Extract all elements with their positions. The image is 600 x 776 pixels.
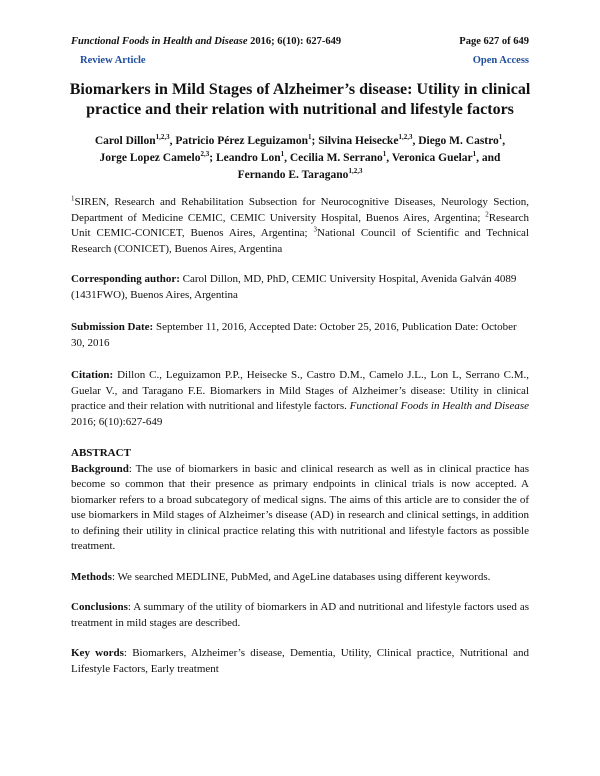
author-name: Patricio Pérez Leguizamon (175, 135, 309, 147)
conclusions-label: Conclusions (71, 601, 128, 613)
conclusions-text: : A summary of the utility of biomarkers in AD and nutritional and lifestyle factors used as treatment in mild stages are described. (71, 601, 529, 629)
author-separator: , (502, 135, 506, 147)
author-separator: , (169, 135, 176, 147)
author-name: Jorge Lopez Camelo (99, 152, 201, 164)
citation-label: Citation: (71, 369, 114, 381)
author-separator: , and (476, 152, 501, 164)
corresponding-author (71, 272, 529, 303)
author-separator: , (412, 135, 419, 147)
author-name: Leandro Lon (215, 152, 281, 164)
author-separator: , (284, 152, 290, 164)
author-affiliation: 1 (472, 150, 477, 159)
background-text: : The use of biomarkers in basic and clinical research as well as in clinical practice has become so common that their presence as primary endpoints in clinical trials is now accepted. A biomarker refers to a broad subcategory of medical signs. The aims of this article are to consider the of use biomarkers in Mild stages of Alzheimer’s disease (AD) in research and clinical settings, in addition to defining their utility in clinical practice relating this with nutritional and lifestyle factors as possible treatment. (71, 462, 529, 552)
abstract (71, 446, 529, 677)
author-name: Silvina Heisecke (318, 135, 399, 147)
article-title (60, 80, 540, 120)
affiliation-text: National Council of Scientific and Technical Research (CONICET), Buenos Aires, Argentina (71, 227, 529, 255)
affiliations (71, 195, 529, 257)
open-access-label: Open Access (472, 55, 529, 66)
abstract-conclusions (71, 600, 529, 631)
corresponding-label: Corresponding author: (71, 273, 180, 285)
author-name: Fernando E. Taragano (237, 169, 349, 181)
affiliation-text: Research Unit CEMIC-CONICET, Buenos Aires, Argentina; (71, 211, 529, 239)
author-affiliation: 1 (382, 150, 387, 159)
methods-text: : We searched MEDLINE, PubMed, and AgeLine databases using different keywords. (111, 570, 491, 583)
abstract-methods (71, 570, 529, 586)
author-list (60, 133, 540, 184)
author-affiliation: 1 (498, 133, 503, 142)
citation-journal: Functional Foods in Health and Disease (349, 400, 529, 412)
affiliation-text: SIREN, Research and Rehabilitation Subsection for Neurocognitive Diseases, Neurology Section, Department of Medicine CEMIC, CEMIC University Hospital, Buenos Aires, Argentina; (71, 196, 529, 224)
author-affiliation: 1,2,3 (155, 133, 170, 142)
author-separator: ; (311, 135, 319, 147)
author-name: Diego M. Castro (418, 135, 499, 147)
abstract-background (71, 462, 529, 555)
author-affiliation: 1 (280, 150, 285, 159)
title-line-1: Biomarkers in Mild Stages of Alzheimer’s disease: Utility in clinical (69, 81, 531, 98)
submission-dates (71, 320, 529, 351)
page-number: Page 627 of 649 (459, 36, 529, 47)
dates-label: Submission Date: (71, 321, 154, 333)
corresponding-text: Carol Dillon, MD, PhD, CEMIC University Hospital, Avenida Galván 4089 (1431FWO), Buenos Aires, Argentina (71, 273, 517, 301)
background-label: Background (71, 462, 129, 475)
author-affiliation: 1,2,3 (398, 133, 413, 142)
author-affiliation: 1,2,3 (348, 167, 363, 176)
journal-name: Functional Foods in Health and Disease (71, 36, 248, 47)
keywords-label: Key words (71, 647, 124, 659)
running-header (71, 36, 341, 47)
methods-label: Methods (71, 570, 112, 583)
affiliation-marker: 3 (313, 225, 318, 234)
journal-volume: 2016; 6(10): 627-649 (250, 36, 342, 47)
author-affiliation: 2,3 (200, 150, 210, 159)
author-name: Carol Dillon (94, 135, 156, 147)
abstract-keywords (71, 646, 529, 677)
article-type-label: Review Article (80, 55, 146, 66)
citation-text: Dillon C., Leguizamon P.P., Heisecke S., Castro D.M., Camelo J.L., Lon L, Serrano C.M., Guelar V., and Taragano F.E. Biomarkers in Mild Stages of Alzheimer’s disease: Utility in clinical practice and their relation with nutritional and lifestyle factors. (71, 369, 529, 412)
keywords-text: : Biomarkers, Alzheimer’s disease, Dementia, Utility, Clinical practice, Nutritional and Lifestyle Factors, Early treatment (71, 647, 529, 675)
author-name: Veronica Guelar (391, 152, 473, 164)
citation-tail: 2016; 6(10):627-649 (71, 415, 163, 428)
dates-text: September 11, 2016, Accepted Date: October 25, 2016, Publication Date: October 30, 2016 (71, 321, 517, 349)
citation (71, 368, 529, 430)
abstract-heading: ABSTRACT (71, 447, 131, 459)
affiliation-marker: 1 (71, 194, 75, 203)
author-separator: , (386, 152, 392, 164)
author-affiliation: 1 (308, 133, 312, 142)
author-name: Cecilia M. Serrano (289, 152, 383, 164)
author-separator: ; (209, 152, 216, 164)
affiliation-marker: 2 (485, 209, 489, 218)
title-line-2: practice and their relation with nutritional and lifestyle factors (86, 101, 514, 118)
